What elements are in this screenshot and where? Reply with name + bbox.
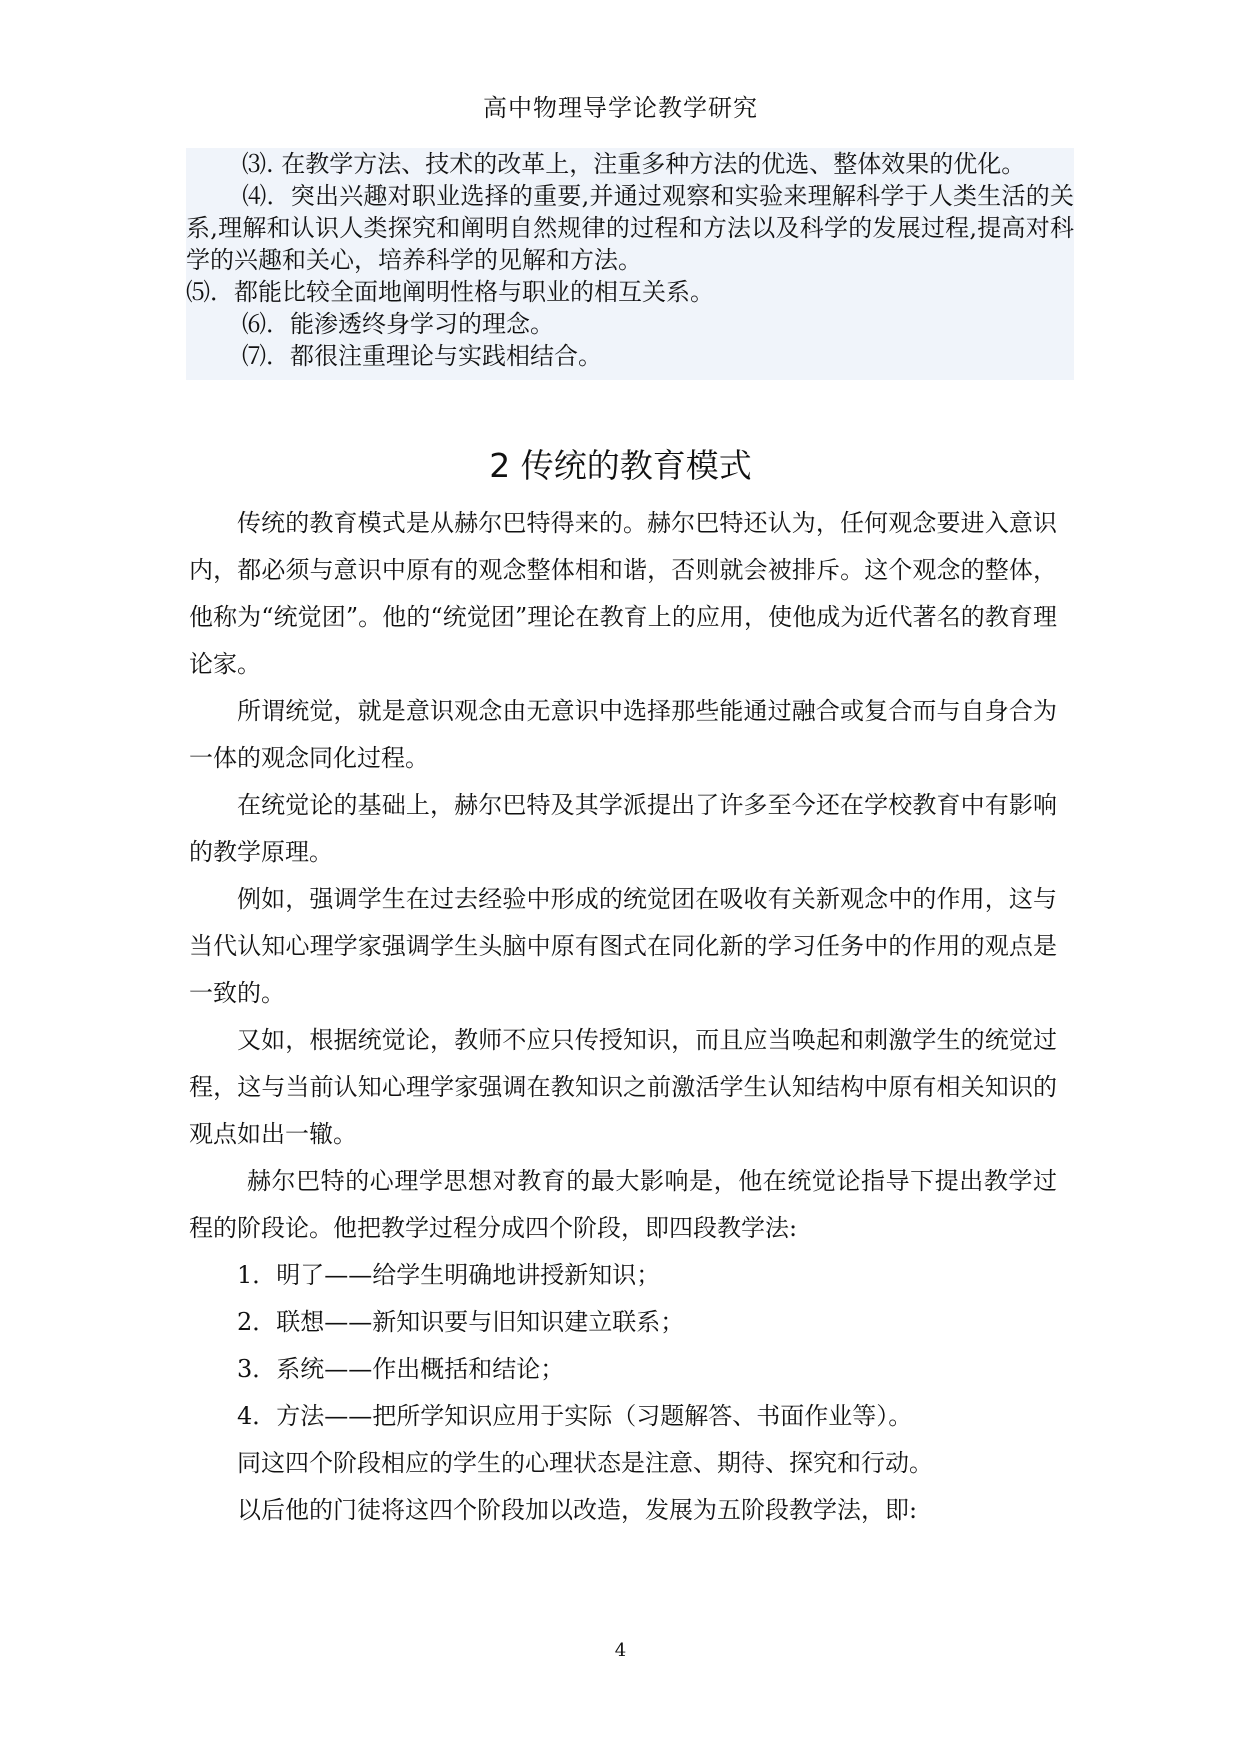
stage-list-item: 4．方法——把所学知识应用于实际（习题解答、书面作业等）。 (237, 1402, 913, 1430)
list-item-4: ⑷．突出兴趣对职业选择的重要,并通过观察和实验来理解科学于人类生活的关系,理解和认识人类探究和阐明自然规律的过程和方法以及科学的发展过程,提高对科学的兴趣和关心，培养科学的见解和方法。 (186, 182, 1074, 274)
list-item-3: ⑶. 在教学方法、技术的改革上，注重多种方法的优选、整体效果的优化。 (242, 150, 1026, 178)
page-number: 4 (614, 1640, 627, 1661)
list-item-7: ⑺．都很注重理论与实践相结合。 (242, 342, 602, 370)
stage-list-item: 3．系统——作出概括和结论； (237, 1355, 565, 1383)
body-text (189, 500, 1057, 1534)
stage-list-item: 1．明了——给学生明确地讲授新知识； (237, 1261, 661, 1289)
paragraph: 例如，强调学生在过去经验中形成的统觉团在吸收有关新观念中的作用，这与当代认知心理学家强调学生头脑中原有图式在同化新的学习任务中的作用的观点是一致的。 (189, 885, 1057, 1007)
paragraph: 传统的教育模式是从赫尔巴特得来的。赫尔巴特还认为，任何观念要进入意识内，都必须与意识中原有的观念整体相和谐，否则就会被排斥。这个观念的整体，他称为“统觉团”。他的“统觉团”理论在教育上的应用，使他成为近代著名的教育理论家。 (189, 509, 1057, 678)
highlighted-list-block (186, 148, 1074, 380)
paragraph: 赫尔巴特的心理学思想对教育的最大影响是，他在统觉论指导下提出教学过程的阶段论。他把教学过程分成四个阶段，即四段教学法: (189, 1167, 1057, 1242)
paragraph: 所谓统觉，就是意识观念由无意识中选择那些能通过融合或复合而与自身合为一体的观念同化过程。 (189, 697, 1057, 772)
running-header: 高中物理导学论教学研究 (483, 94, 758, 122)
stage-list-item: 2．联想——新知识要与旧知识建立联系； (237, 1308, 685, 1336)
paragraph: 在统觉论的基础上，赫尔巴特及其学派提出了许多至今还在学校教育中有影响的教学原理。 (189, 791, 1057, 866)
list-item-6: ⑹．能渗透终身学习的理念。 (242, 310, 554, 338)
paragraph: 又如，根据统觉论，教师不应只传授知识，而且应当唤起和刺激学生的统觉过程，这与当前认知心理学家强调在教知识之前激活学生认知结构中原有相关知识的观点如出一辙。 (189, 1026, 1057, 1148)
paragraph: 同这四个阶段相应的学生的心理状态是注意、期待、探究和行动。 (237, 1449, 933, 1477)
section-title: 2 传统的教育模式 (489, 446, 752, 485)
list-item-5: ⑸．都能比较全面地阐明性格与职业的相互关系。 (186, 278, 714, 306)
paragraph: 以后他的门徒将这四个阶段加以改造，发展为五阶段教学法，即: (237, 1496, 918, 1524)
